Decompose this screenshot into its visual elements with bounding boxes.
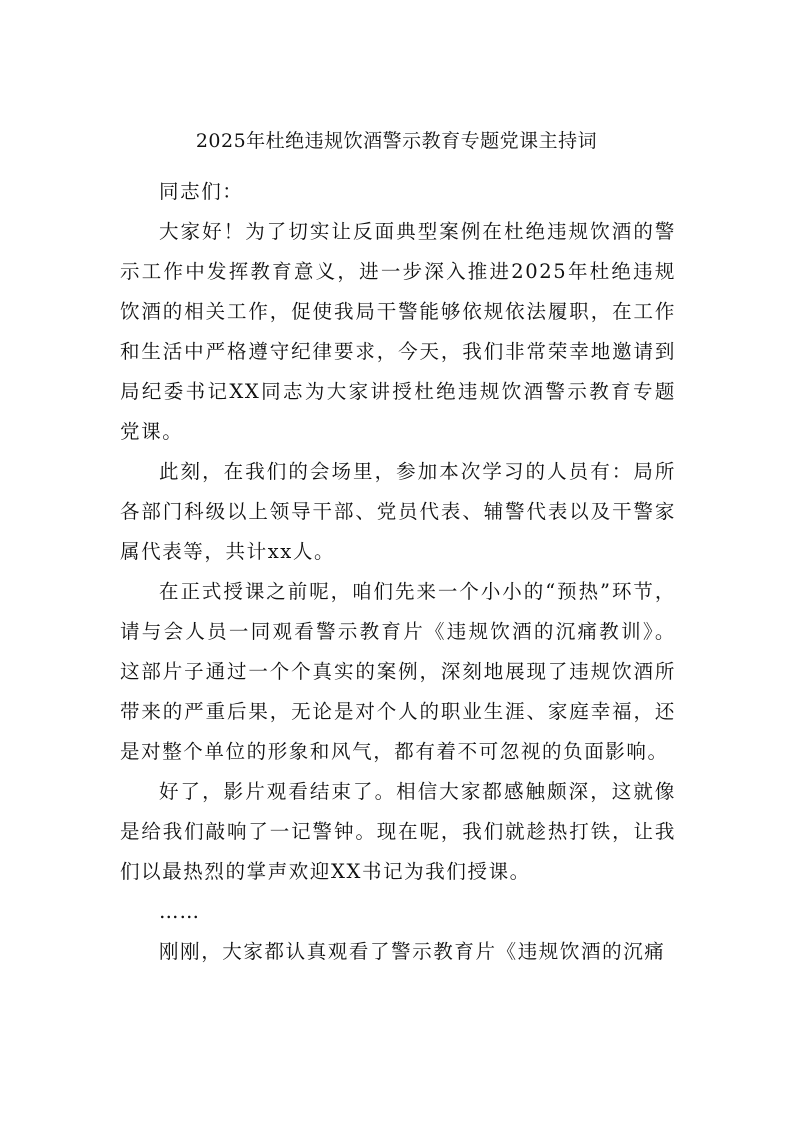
- opening-paragraph: 大家好！为了切实让反面典型案例在杜绝违规饮酒的警示工作中发挥教育意义，进一步深入推进2025年杜绝违规饮酒的相关工作，促使我局干警能够依规依法履职，在工作和生活中严格遵守纪律要求，今天，我们非常荣幸地邀请到局纪委书记XX同志为大家讲授杜绝违规饮酒警示教育专题党课。: [120, 220, 676, 443]
- attendees-paragraph: 此刻，在我们的会场里，参加本次学习的人员有：局所各部门科级以上领导干部、党员代表、辅警代表以及干警家属代表等，共计xx人。: [120, 460, 676, 563]
- transition-paragraph: 好了，影片观看结束了。相信大家都感触颇深，这就像是给我们敲响了一记警钟。现在呢，我们就趁热打铁，让我们以最热烈的掌声欢迎XX书记为我们授课。: [120, 780, 676, 883]
- greeting-paragraph: 同志们：: [159, 180, 244, 203]
- document-body: [120, 172, 676, 972]
- ellipsis-line: ……: [159, 900, 200, 923]
- closing-paragraph: 刚刚，大家都认真观看了警示教育片《违规饮酒的沉痛: [159, 940, 666, 963]
- video-paragraph: 在正式授课之前呢，咱们先来一个小小的“预热”环节，请与会人员一同观看警示教育片《违规饮酒的沉痛教训》。这部片子通过一个个真实的案例，深刻地展现了违规饮酒所带来的严重后果，无论是对个人的职业生涯、家庭幸福，还是对整个单位的形象和风气，都有着不可忽视的负面影响。: [120, 580, 676, 763]
- document-title: 2025年杜绝违规饮酒警示教育专题党课主持词: [195, 130, 598, 152]
